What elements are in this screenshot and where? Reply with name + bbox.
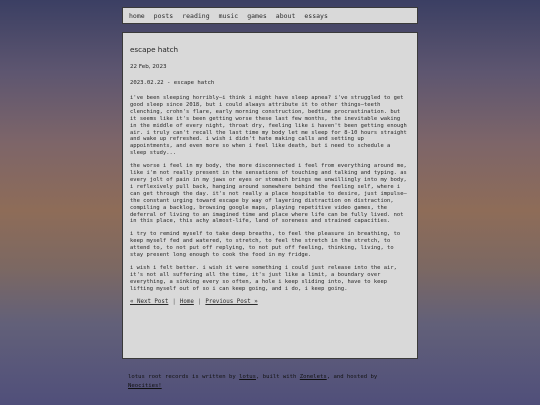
zonelets-link[interactable]: Zonelets bbox=[299, 374, 327, 380]
nav-music-link[interactable]: music bbox=[218, 11, 239, 20]
post-paragraph: i try to remind myself to take deep breaths, to feel the pleasure in breathing, to keep myself fed and watered, to stretch, to feel the stretch in the stretch, to attend to, to not put off replying, to not put off feeling, thinking, living, to stay present long enough to cook the food in my fridge. bbox=[130, 231, 401, 259]
nav-essays-link[interactable]: essays bbox=[304, 11, 328, 20]
post-paragraph: i wish i felt better. i wish it were something i could just release into the air, it's not all suffering all the time, it's just like a limit, a boundary over everything, a sinking every so often, a hole i keep sliding into, have to keep lifting myself out of so i can keep going, and i do, i keep going. bbox=[130, 264, 397, 292]
post-card bbox=[122, 32, 418, 359]
footer-text: , built with bbox=[255, 374, 300, 380]
nav-about-link[interactable]: about bbox=[275, 11, 296, 20]
post-paragraph: the worse i feel in my body, the more disconnected i feel from everything around me, like i'm not really present in the sensations of touching and talking and typing. as every jolt of pain in my jaws or eyes or stomach brings me unwillingly into my body, i reflexively pull back, hanging around somewhere behind the feeling self, where i can get through the day. it's not really a place hospitable to desire, just impulse—the constant urging toward escape by way of layering distraction on distraction, compiling a backlog, browsing google maps, playing repetitive video games, the deferral of living to an imagined time and place where life can be fully lived. not in this place, this achy almost-life, land of soreness and strained capacities. bbox=[130, 163, 407, 225]
previous-post-link[interactable]: Previous Post » bbox=[205, 298, 258, 305]
pager-separator: | bbox=[197, 298, 202, 305]
nav-home-link[interactable]: home bbox=[129, 11, 145, 20]
neocities-link[interactable]: Neocities! bbox=[128, 382, 162, 389]
author-link[interactable]: lotus bbox=[239, 374, 256, 380]
post-pager bbox=[130, 299, 410, 305]
footer-text: lotus root records is written by bbox=[128, 374, 240, 380]
post-tagline: 2023.02.22 - escape hatch bbox=[130, 80, 215, 86]
pager-separator: | bbox=[172, 298, 176, 305]
footer-text: , and hosted by bbox=[326, 374, 378, 380]
post-title: escape hatch bbox=[130, 45, 179, 54]
next-post-link[interactable]: « Next Post bbox=[130, 298, 169, 305]
home-link[interactable]: Home bbox=[179, 298, 194, 305]
nav-reading-link[interactable]: reading bbox=[182, 11, 210, 20]
top-nav bbox=[122, 7, 418, 24]
post-paragraph: i've been sleeping horribly—i think i might have sleep apnea? i've struggled to get good sleep since 2018, but i could always attribute it to other things—teeth clenching, crohn's flare, early morning construction, bedtime procrastination. but it seems like it's been getting worse these last few months, the inevitable waking in the middle of every night, throat dry, feeling like i haven't been getting enough air. i truly can't recall the last time my body let me sleep for 8-10 hours straight and wake up refreshed. i wish i didn't hate making calls and setting up appointments, and even more so when i feel like death, but i need to schedule a sleep study... bbox=[130, 95, 407, 157]
post-date: 22 Feb, 2023 bbox=[130, 64, 167, 70]
site-footer bbox=[128, 373, 408, 390]
nav-games-link[interactable]: games bbox=[247, 11, 267, 20]
nav-posts-link[interactable]: posts bbox=[153, 11, 174, 20]
